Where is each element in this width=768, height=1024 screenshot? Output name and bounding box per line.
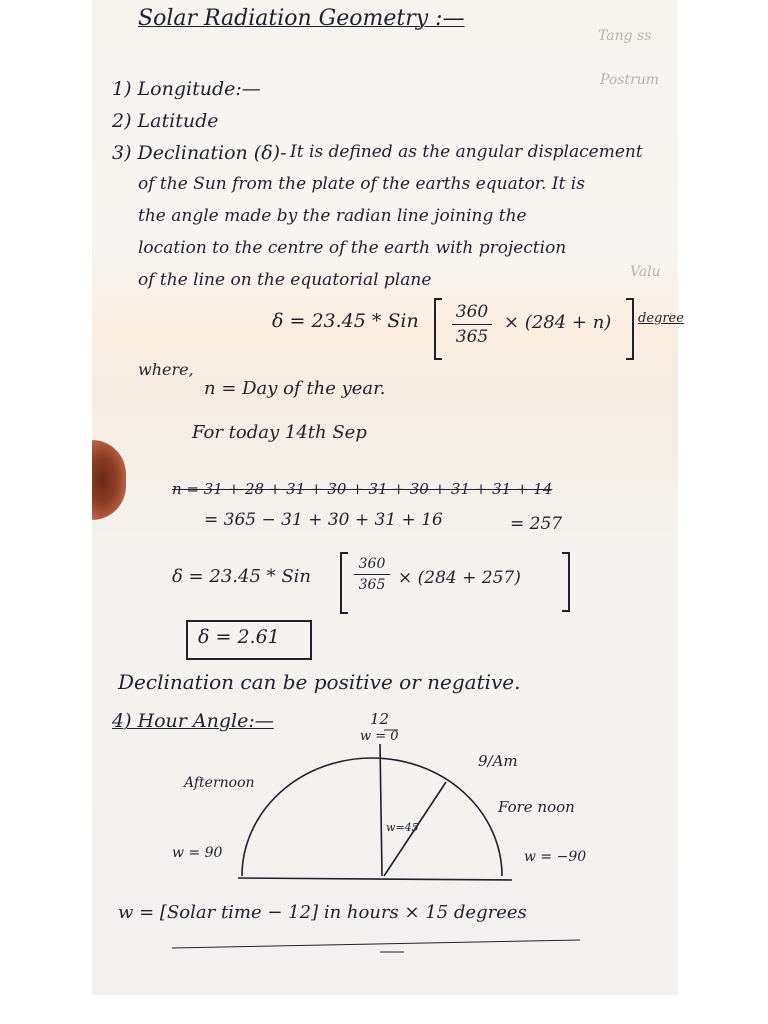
item-declination-heading: 3) Declination (δ)- bbox=[112, 142, 287, 164]
label-afternoon: Afternoon bbox=[184, 775, 255, 791]
n-sum-line: n = 31 + 28 + 31 + 30 + 31 + 30 + 31 + 31 + 14 bbox=[172, 480, 553, 498]
sun-path-arc bbox=[242, 758, 502, 876]
calc-denominator: 365 bbox=[358, 577, 386, 593]
formula-denominator: 365 bbox=[455, 327, 489, 347]
ghost-text-1: Tang ss bbox=[598, 28, 652, 44]
noon-line bbox=[380, 744, 382, 876]
delta-calc-lhs: δ = 23.45 * Sin bbox=[172, 566, 312, 587]
formula-rest: × (284 + n) bbox=[504, 312, 612, 333]
formula-numerator: 360 bbox=[455, 302, 489, 322]
today-date: For today 14th Sep bbox=[192, 422, 367, 443]
hour-angle-formula: w = [Solar time − 12] in hours × 15 degrees bbox=[118, 902, 527, 923]
nine-am-line bbox=[384, 782, 446, 876]
calc-rest: × (284 + 257) bbox=[398, 568, 521, 588]
formula-unit: degree bbox=[638, 311, 684, 326]
label-9am: 9/Am bbox=[478, 752, 518, 770]
boxed-result: δ = 2.61 bbox=[198, 626, 280, 648]
n-definition: n = Day of the year. bbox=[204, 378, 386, 399]
declination-note: Declination can be positive or negative. bbox=[118, 670, 521, 694]
hour-angle-heading: 4) Hour Angle:— bbox=[112, 710, 274, 732]
n-calc-line: = 365 − 31 + 30 + 31 + 16 bbox=[204, 510, 443, 530]
declination-text-5: of the line on the equatorial plane bbox=[138, 270, 432, 290]
horizon-line bbox=[238, 878, 512, 880]
calc-numerator: 360 bbox=[358, 556, 386, 572]
item-latitude: 2) Latitude bbox=[112, 110, 219, 132]
declination-text-2: of the Sun from the plate of the earths equator. It is bbox=[138, 174, 585, 194]
n-result: = 257 bbox=[510, 514, 563, 534]
label-12: 12 bbox=[370, 710, 390, 728]
bottom-rule bbox=[172, 940, 580, 948]
label-w0: w = 0 bbox=[360, 729, 399, 744]
label-forenoon: Fore noon bbox=[498, 798, 575, 816]
where-label: where, bbox=[138, 360, 194, 379]
item-longitude: 1) Longitude:— bbox=[112, 78, 261, 100]
label-w90: w = 90 bbox=[172, 845, 223, 861]
declination-text-3: the angle made by the radian line joining the bbox=[138, 206, 527, 226]
declination-text-4: location to the centre of the earth with projection bbox=[138, 238, 567, 258]
label-w45: w=45 bbox=[386, 821, 419, 834]
formula-lhs: δ = 23.45 * Sin bbox=[272, 310, 419, 332]
ghost-text-3: Valu bbox=[630, 264, 661, 280]
page-title: Solar Radiation Geometry :— bbox=[138, 6, 465, 31]
declination-text-1: It is defined as the angular displacement bbox=[290, 142, 643, 162]
label-w-90: w = −90 bbox=[524, 849, 587, 865]
ghost-text-2: Postrum bbox=[600, 72, 660, 88]
